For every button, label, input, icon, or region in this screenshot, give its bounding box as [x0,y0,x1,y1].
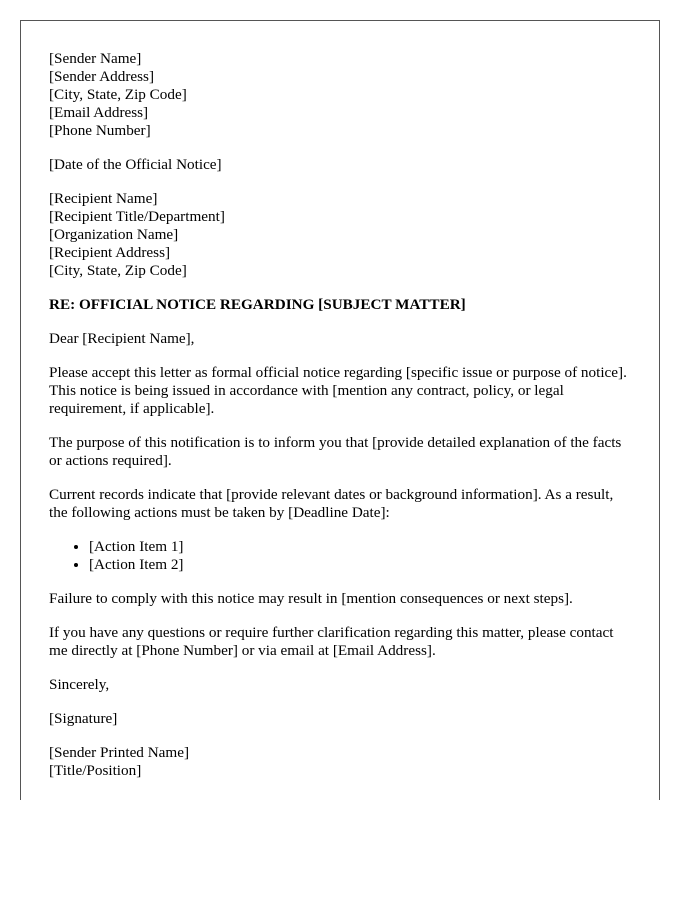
signoff: Sincerely, [49,676,110,693]
recipient-title-department: [Recipient Title/Department] [49,208,225,225]
recipient-address: [Recipient Address] [49,244,171,261]
subject-line: RE: OFFICIAL NOTICE REGARDING [SUBJECT MATTER] [49,296,466,313]
sender-email: [Email Address] [49,104,149,121]
recipient-name: [Recipient Name] [49,190,158,207]
recipient-city-state-zip: [City, State, Zip Code] [49,262,187,279]
signer-title: [Title/Position] [49,762,142,779]
salutation: Dear [Recipient Name], [49,330,195,347]
letter-page [20,20,660,800]
body-paragraph: The purpose of this notification is to inform you that [provide detailed explanation of the facts or actions required]. [49,434,622,469]
contact-paragraph: If you have any questions or require further clarification regarding this matter, please contact me directly at [Phone Number] or via email at [Email Address]. [49,624,614,659]
action-item: • [Action Item 1] [89,538,631,556]
signer-block [49,744,631,780]
notice-date: [Date of the Official Notice] [49,156,222,173]
sender-block [49,50,631,140]
sender-name: [Sender Name] [49,50,142,67]
sender-city-state-zip: [City, State, Zip Code] [49,86,187,103]
date-line [49,156,631,174]
signature: [Signature] [49,710,118,727]
sender-address: [Sender Address] [49,68,155,85]
recipient-block [49,190,631,280]
action-items-list [49,538,631,574]
body-paragraph: Please accept this letter as formal official notice regarding [specific issue or purpose of notice]. This notice is being issued in accordance with [mention any contract, policy, or legal requirement, if applicable]. [49,364,627,417]
recipient-organization: [Organization Name] [49,226,179,243]
action-item: • [Action Item 2] [89,556,631,574]
consequences-paragraph: Failure to comply with this notice may result in [mention consequences or next steps]. [49,590,573,607]
signer-printed-name: [Sender Printed Name] [49,744,190,761]
sender-phone: [Phone Number] [49,122,151,139]
body-paragraph: Current records indicate that [provide relevant dates or background information]. As a result, the following actions must be taken by [Deadline Date]: [49,486,614,521]
